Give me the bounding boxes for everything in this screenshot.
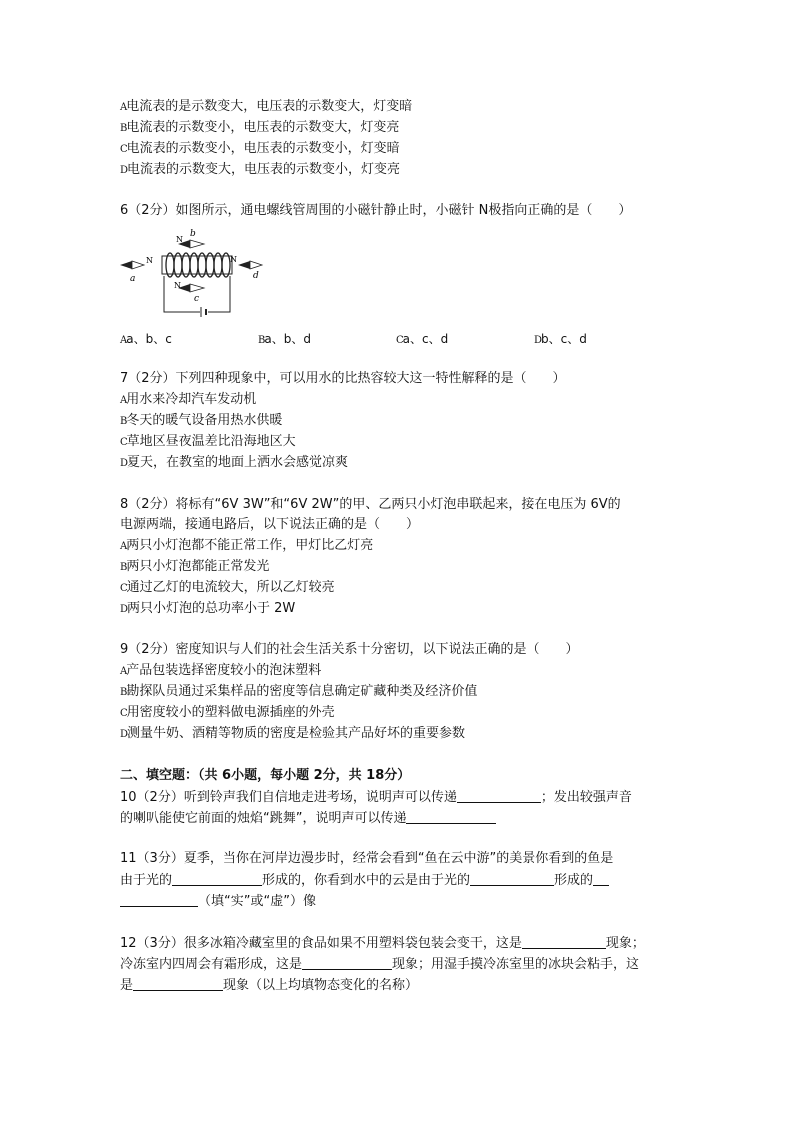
- q12-line2: 冷冻室内四周会有霜形成，这是 现象；用湿手摸冷冻室里的冰块会粘手，这: [120, 957, 640, 972]
- needle-b-n-label: N: [176, 235, 183, 244]
- q8-stem-line1: 8（2分）将标有“6V 3W”和“6V 2W”的甲、乙两只小灯泡串联起来，接在电压为 6V的: [120, 497, 621, 512]
- q7-option-a: A用水来冷却汽车发动机: [120, 392, 257, 407]
- q6-option-c: Ca、c、d: [396, 332, 449, 346]
- q7-option-c: C草地区昼夜温差比沿海地区大: [120, 434, 296, 449]
- q12-blank-2[interactable]: [302, 955, 392, 970]
- q5-option-a: A电流表的是示数变大，电压表的示数变大，灯变暗: [120, 99, 413, 114]
- q8-option-a: A两只小灯泡都不能正常工作，甲灯比乙灯亮: [120, 538, 374, 553]
- q11-blank-2[interactable]: [470, 871, 554, 886]
- q8-stem-line2: 电源两端，接通电路后，以下说法正确的是（ ）: [120, 517, 420, 532]
- compass-needle-a: [120, 261, 144, 269]
- q9-option-c: C用密度较小的塑料做电源插座的外壳: [120, 705, 335, 720]
- q9-option-d: D测量牛奶、酒精等物质的密度是检验其产品好坏的重要参数: [120, 726, 466, 741]
- solenoid-figure: [118, 226, 278, 318]
- q12-blank-3[interactable]: [133, 976, 223, 991]
- compass-needle-c: [178, 284, 204, 292]
- needle-b-label: b: [190, 229, 196, 239]
- q8-option-d: D两只小灯泡的总功率小于 2W: [120, 601, 296, 616]
- needle-d-n-label: N: [230, 255, 237, 264]
- q10-line1: 10（2分）听到铃声我们自信地走进考场，说明声可以传递 ；发出较强声音: [120, 790, 632, 805]
- needle-a-label: a: [130, 274, 136, 284]
- q7-stem: 7（2分）下列四种现象中，可以用水的比热容较大这一特性解释的是（ ）: [120, 371, 566, 386]
- q7-option-d: D夏天，在教室的地面上洒水会感觉凉爽: [120, 455, 349, 470]
- q12-blank-1[interactable]: [522, 934, 606, 949]
- q5-option-b: B电流表的示数变小，电压表的示数变大，灯变亮: [120, 120, 400, 135]
- q11-line1: 11（3分）夏季，当你在河岸边漫步时，经常会看到“鱼在云中游”的美景你看到的鱼是: [120, 851, 614, 866]
- q10-blank-1[interactable]: [457, 788, 541, 803]
- q12-line1: 12（3分）很多冰箱冷藏室里的食品如果不用塑料袋包装会变干，这是 现象；: [120, 936, 645, 951]
- q9-stem: 9（2分）密度知识与人们的社会生活关系十分密切，以下说法正确的是（ ）: [120, 642, 579, 657]
- needle-a-n-label: N: [146, 256, 153, 265]
- q11-line2: 由于光的 形成的，你看到水中的云是由于光的 形成的: [120, 871, 609, 890]
- needle-c-label: c: [194, 294, 200, 304]
- q6-option-d: Db、c、d: [534, 332, 587, 346]
- solenoid-coil: [166, 253, 230, 277]
- q11-blank-1[interactable]: [172, 871, 262, 886]
- section-fill-in-title: 二、填空题：（共 6小题，每小题 2分，共 18分）: [120, 768, 411, 783]
- circuit-wire-right: [208, 276, 230, 312]
- q5-option-c: C电流表的示数变小，电压表的示数变小，灯变暗: [120, 141, 400, 156]
- q7-option-b: B冬天的暖气设备用热水供暖: [120, 413, 283, 428]
- q6-option-b: Ba、b、d: [258, 332, 311, 346]
- q8-option-c: C通过乙灯的电流较大，所以乙灯较亮: [120, 580, 335, 595]
- q12-line3: 是 现象（以上均填物态变化的名称）: [120, 978, 419, 993]
- q9-option-a: A产品包装选择密度较小的泡沫塑料: [120, 663, 322, 678]
- q5-option-d: D电流表的示数变大，电压表的示数变小，灯变亮: [120, 162, 401, 177]
- q10-line2: 的喇叭能使它前面的烛焰“跳舞”，说明声可以传递: [120, 809, 496, 828]
- q11-blank-3a: [593, 871, 609, 886]
- q9-option-b: B勘探队员通过采集样品的密度等信息确定矿藏种类及经济价值: [120, 684, 478, 699]
- needle-d-label: d: [253, 271, 259, 281]
- q8-option-b: B两只小灯泡都能正常发光: [120, 559, 270, 574]
- compass-needle-d: [238, 261, 262, 269]
- q10-blank-2[interactable]: [406, 809, 496, 824]
- q6-option-a: Aa、b、c: [120, 332, 172, 346]
- q11-line3: （填“实”或“虚”）像: [120, 892, 316, 911]
- needle-c-n-label: N: [174, 281, 181, 290]
- q6-stem: 6（2分）如图所示，通电螺线管周围的小磁针静止时，小磁针 N极指向正确的是（ ）: [120, 203, 632, 218]
- q11-blank-3[interactable]: [120, 892, 198, 907]
